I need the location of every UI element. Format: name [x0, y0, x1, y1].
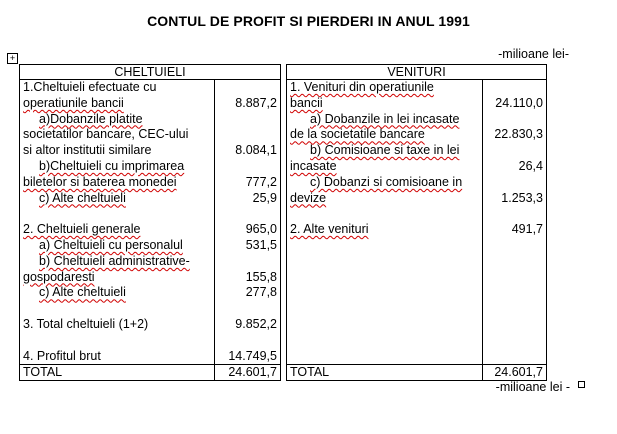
- expense-line: c) Alte cheltuieli: [39, 190, 126, 205]
- expense-line: b) Cheltuieli administrative-: [39, 253, 190, 268]
- spacer-line: [290, 206, 479, 222]
- revenue-line: 1. Venituri din operatiunile: [290, 80, 434, 94]
- expense-line: a)Dobanzile platite: [39, 111, 143, 126]
- table-move-handle-icon[interactable]: +: [7, 53, 18, 64]
- expense-line: gospodaresti: [23, 269, 95, 284]
- expense-value: 531,5: [245, 237, 277, 252]
- unit-label-top: -milioane lei-: [498, 47, 569, 61]
- expense-value: 25,9: [252, 190, 277, 205]
- revenue-value: 24.110,0: [495, 95, 543, 110]
- document-title: CONTUL DE PROFIT SI PIERDERI IN ANUL 1991: [147, 13, 470, 29]
- revenue-line: 2. Alte venituri: [290, 222, 369, 237]
- profit-loss-table: [19, 64, 547, 381]
- expense-value: 155,8: [245, 269, 277, 284]
- revenue-line: b) Comisioane si taxe in lei: [310, 143, 460, 158]
- expenses-values-cell: [215, 80, 281, 365]
- revenue-value: 26,4: [518, 158, 543, 173]
- expense-line: biletelor si baterea monedei: [23, 174, 177, 189]
- revenue-line: incasate: [290, 158, 337, 173]
- header-row: [20, 65, 547, 80]
- expense-line: b)Cheltuieli cu imprimarea: [39, 158, 185, 173]
- expense-line: a) Cheltuieli cu personalul: [39, 237, 183, 252]
- revenue-value: 491,7: [511, 222, 543, 237]
- total-value-left: 24.601,7: [215, 365, 281, 381]
- expense-line: 1.Cheltuieli efectuate cu: [23, 80, 157, 94]
- revenue-line: a) Dobanzile in lei incasate: [310, 111, 460, 126]
- total-label-right: TOTAL: [287, 365, 483, 381]
- revenue-line: bancii: [290, 95, 323, 110]
- expense-value: 8.887,2: [235, 95, 277, 110]
- expense-line: si altor institutii similare: [23, 143, 152, 158]
- expense-line: 2. Cheltuieli generale: [23, 222, 141, 237]
- revenue-line: devize: [290, 190, 327, 205]
- expenses-header: CHELTUIELI: [20, 65, 281, 80]
- expense-line: 4. Profitul brut: [23, 348, 101, 363]
- expense-value: 277,8: [245, 285, 277, 300]
- expense-value: 8.084,1: [235, 143, 277, 158]
- body-row: [20, 80, 547, 365]
- spacer-line: [23, 206, 211, 222]
- total-row: [20, 365, 547, 381]
- spacer-line: [23, 333, 211, 349]
- revenue-value: 1.253,3: [501, 190, 543, 205]
- revenue-value: 22.830,3: [494, 127, 543, 142]
- expense-value: 9.852,2: [235, 316, 277, 331]
- unit-label-bottom: -milioane lei -: [495, 380, 570, 394]
- expense-line: societatilor bancare, CEC-ului: [23, 127, 189, 142]
- expense-value: 14.749,5: [228, 348, 277, 363]
- expense-value: 777,2: [245, 174, 277, 189]
- revenues-values-cell: [483, 80, 547, 365]
- revenue-line: c) Dobanzi si comisioane in: [310, 174, 463, 189]
- spacer-line: [23, 301, 211, 317]
- expenses-labels-cell: [20, 80, 215, 365]
- expense-line: 3. Total cheltuieli (1+2): [23, 316, 149, 331]
- revenue-line: de la societatile bancare: [290, 127, 425, 142]
- total-label-left: TOTAL: [20, 365, 215, 381]
- total-value-right: 24.601,7: [483, 365, 547, 381]
- expense-value: 965,0: [245, 222, 277, 237]
- expense-line: operatiunile bancii: [23, 95, 124, 110]
- table-resize-handle-icon[interactable]: [578, 381, 585, 388]
- expense-line: c) Alte cheltuieli: [39, 285, 126, 300]
- revenues-header: VENITURI: [287, 65, 547, 80]
- revenues-labels-cell: [287, 80, 483, 365]
